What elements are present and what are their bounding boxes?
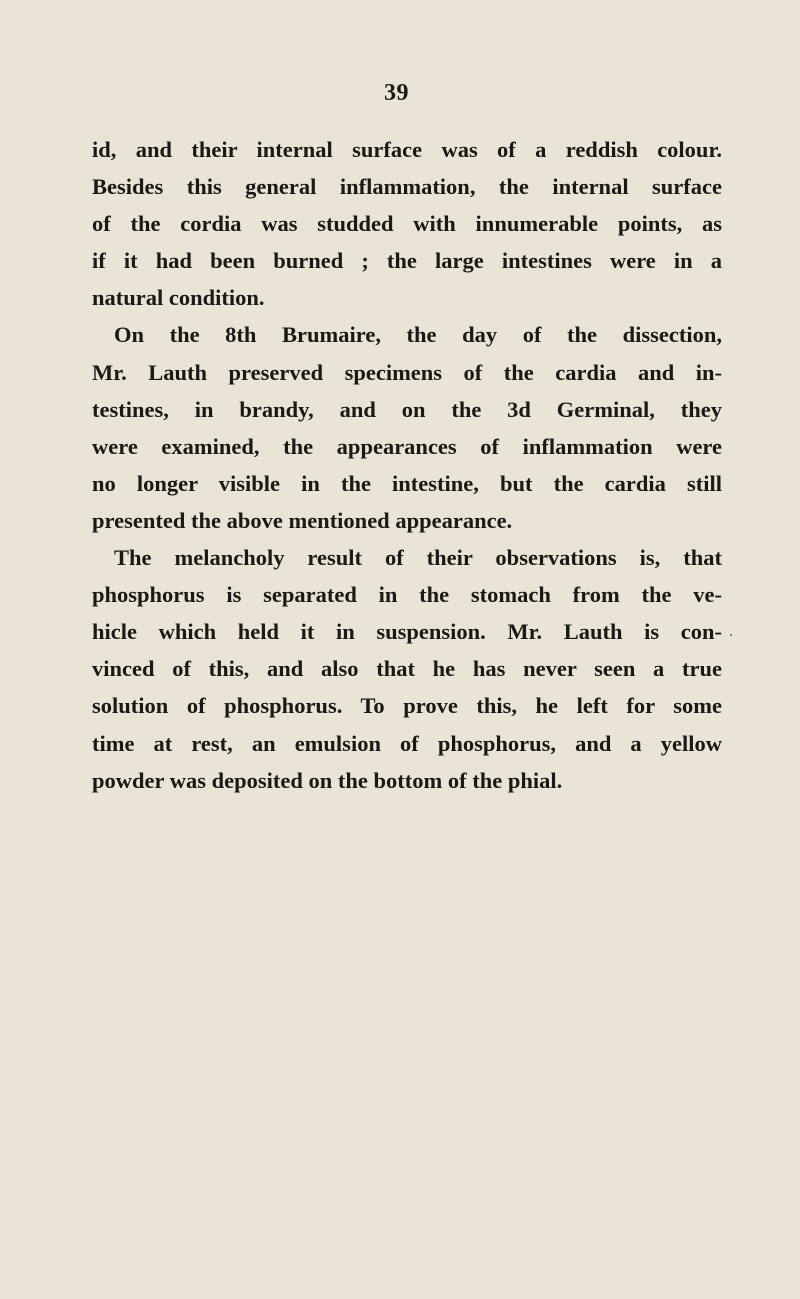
page-number: 39 [384,80,409,106]
paragraph-start-line: The melancholy result of their observations is, that [114,545,722,571]
paragraph-start-line: On the 8th Brumaire, the day of the dissection, [114,322,722,348]
text-line: id, and their internal surface was of a reddish colour. [92,137,722,162]
body-text [92,131,722,799]
text-line: if it had been burned ; the large intestines were in a [92,248,722,274]
text-line: testines, in brandy, and on the 3d Germinal, they [92,396,722,422]
text-line: Mr. Lauth preserved specimens of the cardia and in- [92,359,722,385]
text-line: no longer visible in the intestine, but the cardia still [92,470,722,496]
text-line: time at rest, an emulsion of phosphorus, and a yellow [92,730,722,756]
text-line: powder was deposited on the bottom of the phial. [92,767,563,793]
text-line: solution of phosphorus. To prove this, he left for some [92,693,722,719]
text-line: of the cordia was studded with innumerable points, as [92,211,722,237]
text-line: vinced of this, and also that he has never seen a true [92,656,722,682]
text-line: phosphorus is separated in the stomach from the ve- [92,582,722,608]
print-speck [730,634,732,636]
text-line: presented the above mentioned appearance. [92,507,513,533]
text-line: hicle which held it in suspension. Mr. Lauth is con- [92,619,722,645]
text-line: natural condition. [92,285,265,311]
text-line: Besides this general inflammation, the internal surface [92,174,722,200]
text-line: were examined, the appearances of inflammation were [92,433,722,459]
